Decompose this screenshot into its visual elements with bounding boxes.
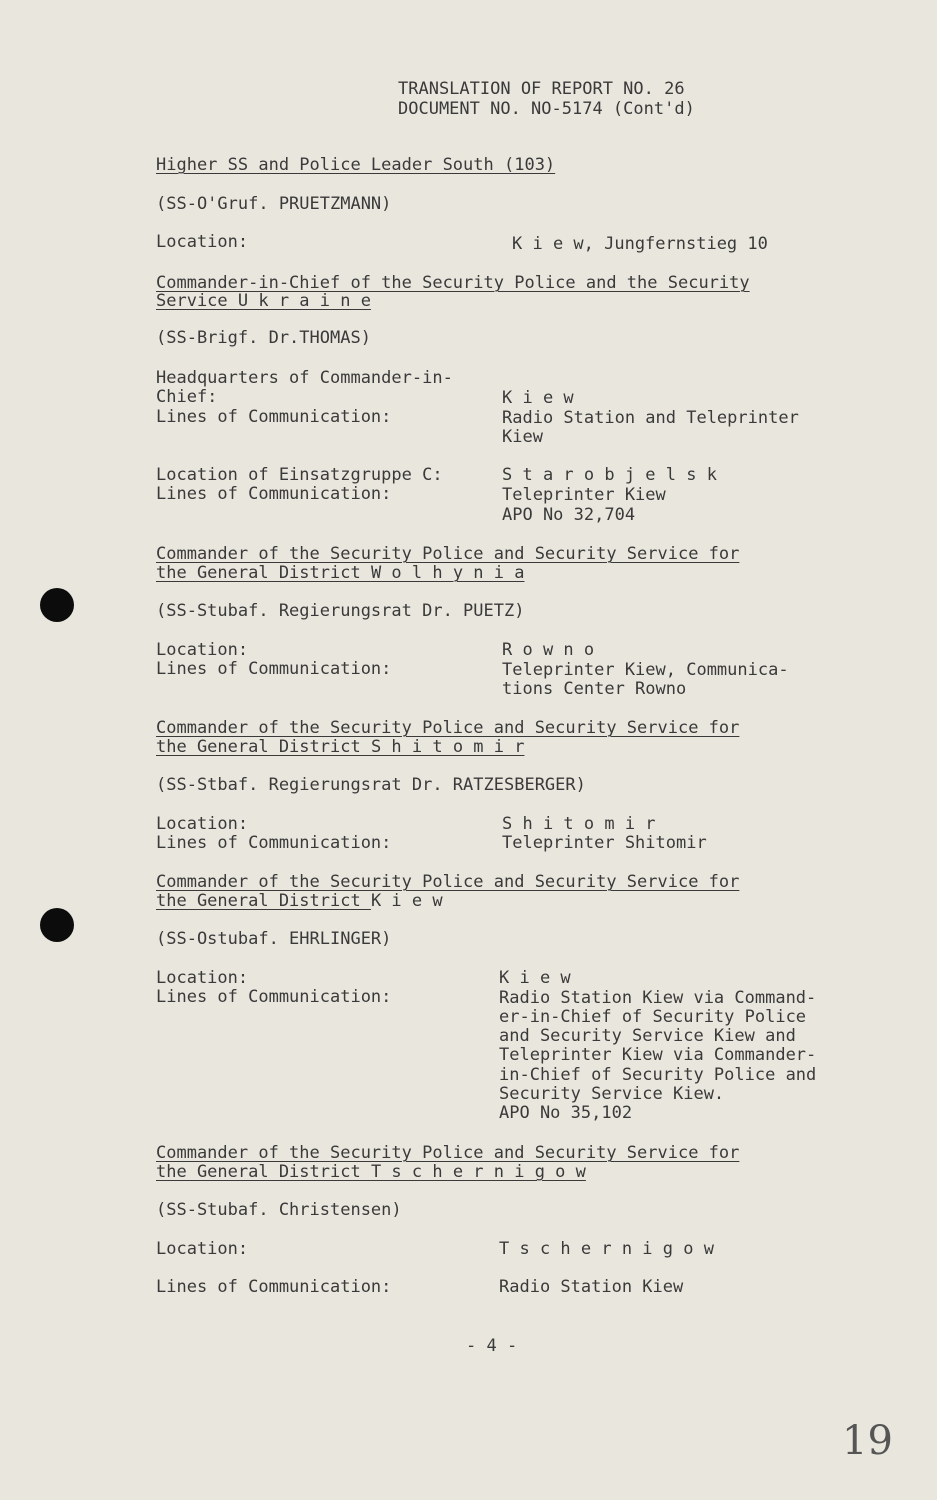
cic-hq-label-line-2: Chief: bbox=[156, 387, 218, 407]
einsatz-label: Location of Einsatzgruppe C: bbox=[156, 465, 443, 485]
shitomir-title-line-1: Commander of the Security Police and Security Service for bbox=[156, 718, 740, 738]
higher-ss-person: (SS-O'Gruf. PRUETZMANN) bbox=[156, 194, 392, 214]
shitomir-location-label: Location: bbox=[156, 814, 249, 834]
tschernigow-person: (SS-Stubaf. Christensen) bbox=[156, 1200, 402, 1220]
kiew-title-prefix: the General District bbox=[156, 891, 371, 911]
kiew-title-region: K i e w bbox=[370, 891, 443, 911]
einsatz-lines-value-line-2: APO No 32,704 bbox=[502, 505, 636, 525]
tschernigow-location-label: Location: bbox=[156, 1239, 249, 1259]
tschernigow-title-line-2 bbox=[156, 1163, 586, 1182]
cic-person: (SS-Brigf. Dr.THOMAS) bbox=[156, 328, 371, 348]
tschernigow-lines-value: Radio Station Kiew bbox=[499, 1277, 684, 1297]
tschernigow-title-prefix: the General District bbox=[156, 1162, 371, 1182]
tschernigow-title-line-1: Commander of the Security Police and Security Service for bbox=[156, 1143, 740, 1163]
kiew-lines-value-line-4: Teleprinter Kiew via Commander- bbox=[499, 1045, 817, 1065]
wolhynia-location-value: R o w n o bbox=[502, 640, 595, 660]
tschernigow-lines-label: Lines of Communication: bbox=[156, 1277, 392, 1297]
cic-lines-value-line-2: Kiew bbox=[502, 427, 543, 447]
wolhynia-title-region: W o l h y n i a bbox=[370, 563, 525, 583]
higher-ss-title: Higher SS and Police Leader South (103) bbox=[156, 155, 556, 175]
cic-title-line-2 bbox=[156, 292, 371, 311]
shitomir-title-prefix: the General District bbox=[156, 737, 371, 757]
header-line-2: DOCUMENT NO. NO-5174 (Cont'd) bbox=[398, 99, 695, 119]
kiew-lines-value-line-3: and Security Service Kiew and bbox=[499, 1026, 796, 1046]
cic-lines-value-line-1: Radio Station and Teleprinter bbox=[502, 408, 799, 428]
shitomir-title-line-2 bbox=[156, 738, 524, 757]
kiew-lines-value-line-7: APO No 35,102 bbox=[499, 1103, 633, 1123]
cic-hq-value: K i e w bbox=[502, 388, 574, 408]
shitomir-location-value: S h i t o m i r bbox=[502, 814, 656, 834]
shitomir-lines-value: Teleprinter Shitomir bbox=[502, 833, 707, 853]
kiew-lines-value-line-2: er-in-Chief of Security Police bbox=[499, 1007, 807, 1027]
wolhynia-title-line-1: Commander of the Security Police and Security Service for bbox=[156, 544, 740, 564]
kiew-person: (SS-Ostubaf. EHRLINGER) bbox=[156, 929, 392, 949]
cic-lines-label: Lines of Communication: bbox=[156, 407, 392, 427]
einsatz-lines-label: Lines of Communication: bbox=[156, 484, 392, 504]
einsatz-value: S t a r o b j e l s k bbox=[502, 465, 717, 485]
header-line-1: TRANSLATION OF REPORT NO. 26 bbox=[398, 79, 685, 99]
kiew-title-line-2 bbox=[156, 892, 443, 911]
kiew-location-label: Location: bbox=[156, 968, 249, 988]
cic-title-prefix: Service bbox=[156, 291, 238, 311]
punch-hole-bottom bbox=[40, 908, 74, 942]
kiew-lines-value-line-5: in-Chief of Security Police and bbox=[499, 1065, 817, 1085]
shitomir-person: (SS-Stbaf. Regierungsrat Dr. RATZESBERGER) bbox=[156, 775, 586, 795]
higher-ss-location-value: K i e w, Jungfernstieg 10 bbox=[512, 234, 768, 254]
wolhynia-location-label: Location: bbox=[156, 640, 249, 660]
tschernigow-location-value: T s c h e r n i g o w bbox=[499, 1239, 714, 1259]
tschernigow-title-region: T s c h e r n i g o w bbox=[370, 1162, 586, 1182]
page-number: - 4 - bbox=[466, 1336, 518, 1356]
punch-hole-top bbox=[40, 588, 74, 622]
kiew-title-line-1: Commander of the Security Police and Security Service for bbox=[156, 872, 740, 892]
shitomir-title-region: S h i t o m i r bbox=[370, 737, 525, 757]
shitomir-lines-label: Lines of Communication: bbox=[156, 833, 392, 853]
kiew-location-value: K i e w bbox=[499, 968, 571, 988]
wolhynia-lines-value-line-1: Teleprinter Kiew, Communica- bbox=[502, 660, 789, 680]
einsatz-lines-value-line-1: Teleprinter Kiew bbox=[502, 485, 666, 505]
folio-number: 19 bbox=[842, 1418, 893, 1464]
kiew-lines-label: Lines of Communication: bbox=[156, 987, 392, 1007]
cic-hq-label-line-1: Headquarters of Commander-in- bbox=[156, 368, 453, 388]
cic-title-region: U k r a i n e bbox=[237, 291, 371, 311]
wolhynia-title-line-2 bbox=[156, 564, 524, 583]
kiew-lines-value-line-1: Radio Station Kiew via Command- bbox=[499, 988, 817, 1008]
wolhynia-lines-label: Lines of Communication: bbox=[156, 659, 392, 679]
wolhynia-lines-value-line-2: tions Center Rowno bbox=[502, 679, 687, 699]
wolhynia-person: (SS-Stubaf. Regierungsrat Dr. PUETZ) bbox=[156, 601, 525, 621]
kiew-lines-value-line-6: Security Service Kiew. bbox=[499, 1084, 725, 1104]
wolhynia-title-prefix: the General District bbox=[156, 563, 371, 583]
cic-title-line-1: Commander-in-Chief of the Security Police and the Security bbox=[156, 273, 750, 293]
higher-ss-location-label: Location: bbox=[156, 232, 249, 252]
